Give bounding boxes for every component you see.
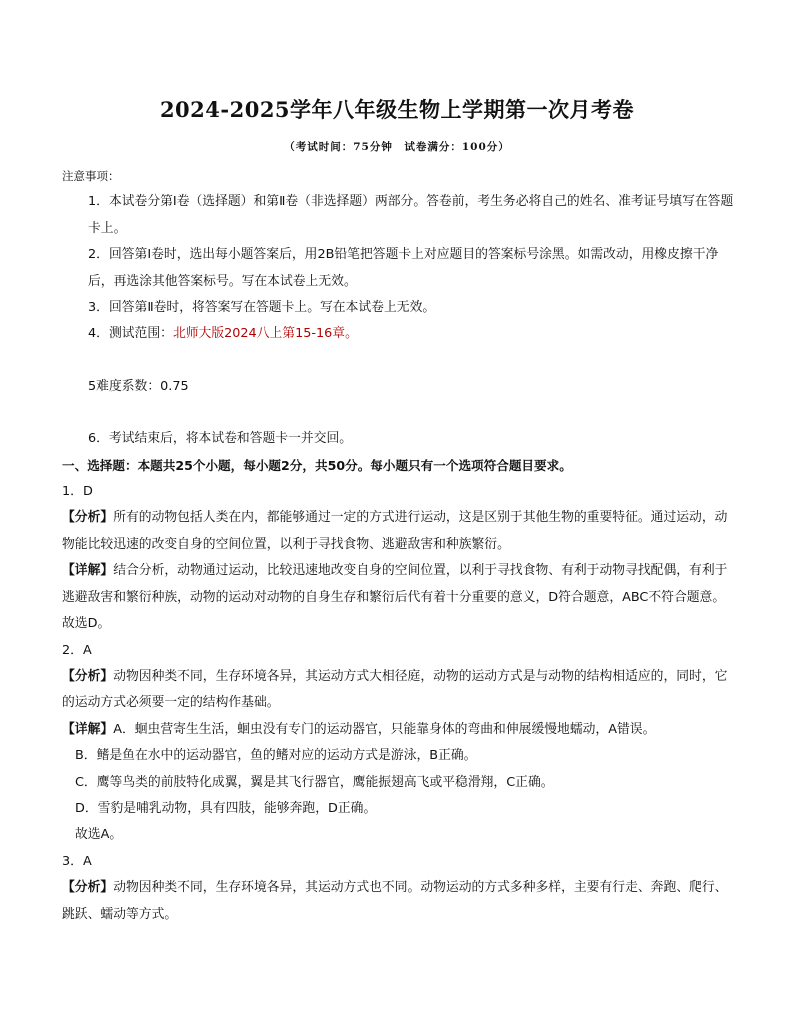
question-3-analysis <box>62 875 736 928</box>
detail-option-a: A．蛔虫营寄生生活，蛔虫没有专门的运动器官，只能靠身体的弯曲和伸展缓慢地蠕动，A错误。 <box>113 721 656 737</box>
section-heading: 一、选择题：本题共25个小题，每小题2分，共50分。每小题只有一个选项符合题目要求。 <box>62 457 572 473</box>
notice-item-2: 2．回答第Ⅰ卷时，选出每小题答案后，用2B铅笔把答题卡上对应题目的答案标号涂黑。如需改动，用橡皮擦干净后，再选涂其他答案标号。写在本试卷上无效。 <box>88 247 719 289</box>
detail-tag: 【详解】 <box>62 721 114 737</box>
question-3-answer: 3．A <box>62 853 92 869</box>
detail-text: 结合分析，动物通过运动，比较迅速地改变自身的空间位置，以利于寻找食物、有利于动物寻找配偶，有利于逃避敌害和繁衍种族，动物的运动对动物的自身生存和繁衍后代有着十分重要的意义，D符合题意，ABC不符合题意。 <box>62 563 728 605</box>
question-1-answer: 1．D <box>62 484 93 500</box>
question-1-detail <box>62 558 736 611</box>
question-1-conclusion: 故选D。 <box>62 616 111 632</box>
detail-tag: 【详解】 <box>62 563 114 579</box>
analysis-text: 所有的动物包括人类在内，都能够通过一定的方式进行运动，这是区别于其他生物的重要特征。通过运动，动物能比较迅速的改变自身的空间位置，以利于寻找食物、逃避敌害和种族繁衍。 <box>62 510 728 552</box>
question-1-analysis <box>62 505 736 558</box>
notice-item-5: 5难度系数：0.75 <box>88 378 189 394</box>
notice-item-4-label: 4．测试范围： <box>88 326 173 342</box>
analysis-tag: 【分析】 <box>62 880 114 896</box>
analysis-text: 动物因种类不同，生存环境各异，其运动方式也不同。动物运动的方式多种多样，主要有行走、奔跑、爬行、跳跃、蠕动等方式。 <box>62 880 728 922</box>
question-2-detail-b: B．鳍是鱼在水中的运动器官，鱼的鳍对应的运动方式是游泳，B正确。 <box>75 748 477 764</box>
question-2-detail <box>62 717 736 743</box>
question-2-detail-c: C．鹰等鸟类的前肢特化成翼，翼是其飞行器官，鹰能振翅高飞或平稳滑翔，C正确。 <box>75 774 554 790</box>
analysis-tag: 【分析】 <box>62 668 114 684</box>
notice-label: 注意事项： <box>62 169 120 183</box>
notice-item-6: 6．考试结束后，将本试卷和答题卡一并交回。 <box>88 431 353 447</box>
notice-item-3: 3．回答第Ⅱ卷时，将答案写在答题卡上。写在本试卷上无效。 <box>88 300 436 316</box>
question-2-answer: 2．A <box>62 642 92 658</box>
question-2-detail-d: D．雪豹是哺乳动物，具有四肢，能够奔跑，D正确。 <box>75 800 377 816</box>
question-2-analysis <box>62 664 736 717</box>
spacer <box>62 400 736 426</box>
test-scope: 北师大版2024八上第15-16章。 <box>172 326 358 342</box>
page-title: 2024-2025学年八年级生物上学期第一次月考卷 <box>159 97 635 122</box>
notice-item-1: 1．本试卷分第Ⅰ卷（选择题）和第Ⅱ卷（非选择题）两部分。答卷前，考生务必将自己的姓名、准考证号填写在答题卡上。 <box>88 194 734 236</box>
exam-info: （考试时间：75分钟 试卷满分：100分） <box>284 141 510 153</box>
spacer <box>62 348 736 374</box>
analysis-tag: 【分析】 <box>62 510 114 526</box>
analysis-text: 动物因种类不同，生存环境各异，其运动方式大相径庭，动物的运动方式是与动物的结构相适应的，同时，它的运动方式必须要一定的结构作基础。 <box>62 668 728 711</box>
document-body <box>62 163 736 928</box>
question-2-conclusion: 故选A。 <box>75 827 123 843</box>
notice-item-4 <box>62 321 736 347</box>
